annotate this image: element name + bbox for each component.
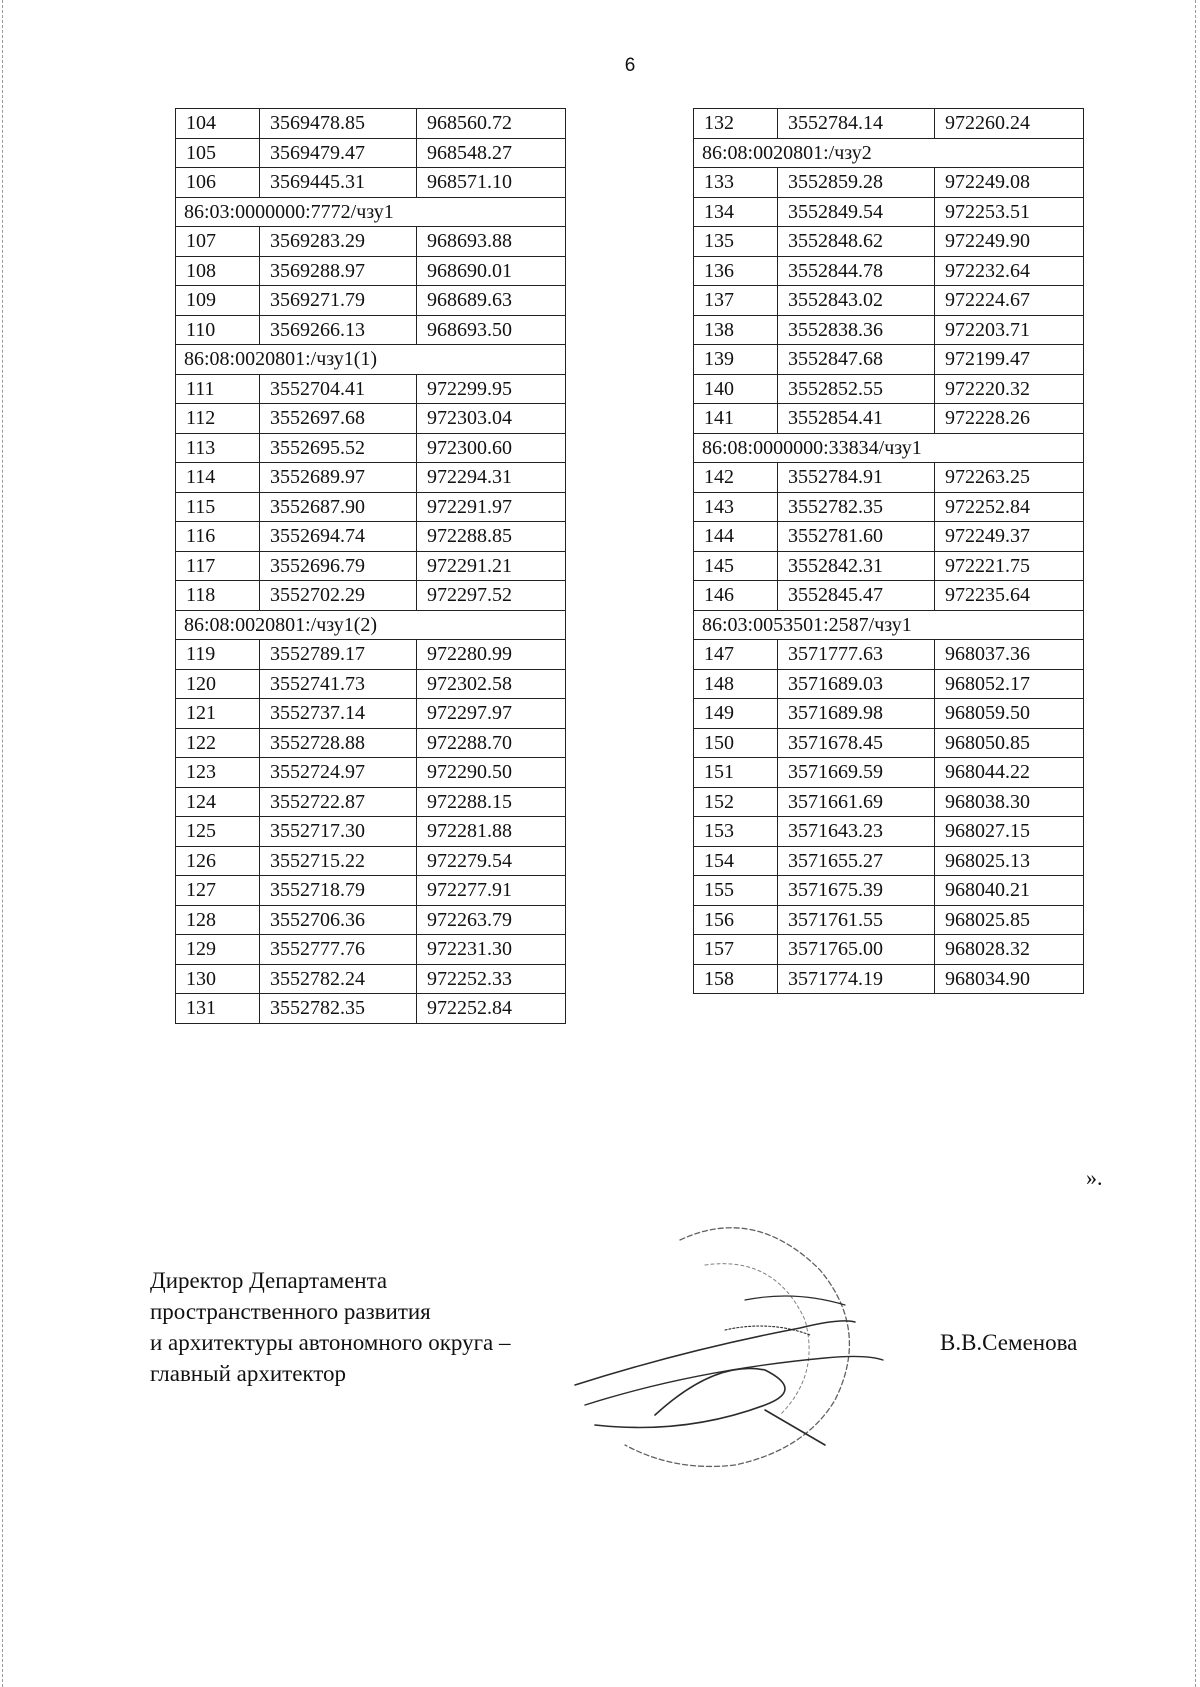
coordinate-row — [694, 669, 1084, 699]
coordinate-y: 968693.50 — [417, 315, 566, 345]
coordinate-x: 3552789.17 — [260, 640, 417, 670]
coordinate-row — [176, 168, 566, 198]
coordinate-x: 3571669.59 — [778, 758, 935, 788]
coordinate-y: 968028.32 — [935, 935, 1084, 965]
coordinate-y: 972228.26 — [935, 404, 1084, 434]
coordinate-row — [694, 964, 1084, 994]
coordinate-x: 3552842.31 — [778, 551, 935, 581]
signatory-title-line: главный архитектор — [150, 1361, 347, 1386]
point-number: 104 — [176, 109, 260, 139]
coordinate-x: 3569283.29 — [260, 227, 417, 257]
point-number: 147 — [694, 640, 778, 670]
coordinate-row — [176, 256, 566, 286]
coordinate-x: 3552702.29 — [260, 581, 417, 611]
coordinate-row — [694, 551, 1084, 581]
coordinate-row — [176, 669, 566, 699]
coordinate-y: 972299.95 — [417, 374, 566, 404]
coordinate-row — [694, 315, 1084, 345]
coordinate-y: 972294.31 — [417, 463, 566, 493]
point-number: 146 — [694, 581, 778, 611]
coordinate-y: 972224.67 — [935, 286, 1084, 316]
coordinate-row — [176, 964, 566, 994]
coordinate-x: 3552687.90 — [260, 492, 417, 522]
coordinate-row — [176, 640, 566, 670]
coordinate-row — [176, 876, 566, 906]
coordinate-y: 968025.13 — [935, 846, 1084, 876]
coordinate-x: 3552694.74 — [260, 522, 417, 552]
coordinate-x: 3571765.00 — [778, 935, 935, 965]
point-number: 152 — [694, 787, 778, 817]
point-number: 132 — [694, 109, 778, 139]
point-number: 120 — [176, 669, 260, 699]
coordinate-y: 972220.32 — [935, 374, 1084, 404]
closing-quote: ». — [1086, 1165, 1103, 1190]
coordinate-x: 3552722.87 — [260, 787, 417, 817]
point-number: 106 — [176, 168, 260, 198]
coordinate-x: 3571655.27 — [778, 846, 935, 876]
coordinate-row — [176, 728, 566, 758]
signatory-title-line: и архитектуры автономного округа – — [150, 1330, 511, 1355]
point-number: 129 — [176, 935, 260, 965]
coordinate-y: 972221.75 — [935, 551, 1084, 581]
coordinate-y: 968050.85 — [935, 728, 1084, 758]
coordinate-row — [176, 404, 566, 434]
coordinate-row — [694, 227, 1084, 257]
coordinate-row — [176, 846, 566, 876]
point-number: 149 — [694, 699, 778, 729]
section-header-row — [694, 610, 1084, 640]
coordinate-row — [694, 905, 1084, 935]
page-number: 6 — [624, 55, 636, 76]
point-number: 155 — [694, 876, 778, 906]
signatory-title-line: Директор Департамента — [150, 1268, 388, 1293]
point-number: 157 — [694, 935, 778, 965]
point-number: 148 — [694, 669, 778, 699]
coordinate-y: 968689.63 — [417, 286, 566, 316]
coordinate-y: 972252.33 — [417, 964, 566, 994]
coordinate-y: 972277.91 — [417, 876, 566, 906]
section-header-row — [694, 433, 1084, 463]
coordinate-y: 968038.30 — [935, 787, 1084, 817]
coordinate-x: 3552784.14 — [778, 109, 935, 139]
point-number: 153 — [694, 817, 778, 847]
stamp-and-signature-icon — [565, 1210, 905, 1480]
point-number: 109 — [176, 286, 260, 316]
coordinate-x: 3552689.97 — [260, 463, 417, 493]
coordinate-row — [176, 374, 566, 404]
point-number: 141 — [694, 404, 778, 434]
coordinate-y: 972300.60 — [417, 433, 566, 463]
coordinate-x: 3552844.78 — [778, 256, 935, 286]
coordinate-y: 972288.70 — [417, 728, 566, 758]
coordinate-x: 3552854.41 — [778, 404, 935, 434]
point-number: 140 — [694, 374, 778, 404]
coordinate-row — [176, 581, 566, 611]
coordinate-row — [694, 876, 1084, 906]
point-number: 117 — [176, 551, 260, 581]
coordinate-x: 3552852.55 — [778, 374, 935, 404]
coordinate-y: 972291.21 — [417, 551, 566, 581]
point-number: 158 — [694, 964, 778, 994]
signatory-title-line: пространственного развития — [150, 1299, 431, 1324]
scan-right-edge — [1192, 0, 1196, 1687]
coordinate-row — [176, 138, 566, 168]
coordinate-row — [176, 758, 566, 788]
coordinate-x: 3571774.19 — [778, 964, 935, 994]
coordinate-x: 3552782.35 — [778, 492, 935, 522]
coordinate-y: 968025.85 — [935, 905, 1084, 935]
point-number: 135 — [694, 227, 778, 257]
section-header-row — [694, 138, 1084, 168]
point-number: 124 — [176, 787, 260, 817]
coordinate-y: 968052.17 — [935, 669, 1084, 699]
coordinate-row — [694, 404, 1084, 434]
coordinate-x: 3571761.55 — [778, 905, 935, 935]
coordinate-x: 3552781.60 — [778, 522, 935, 552]
coordinate-row — [694, 581, 1084, 611]
section-cadastral-number: 86:03:0053501:2587/чзу1 — [694, 610, 1084, 640]
coordinate-y: 972297.97 — [417, 699, 566, 729]
point-number: 142 — [694, 463, 778, 493]
coordinate-x: 3571643.23 — [778, 817, 935, 847]
section-cadastral-number: 86:08:0020801:/чзу1(2) — [176, 610, 566, 640]
coordinate-row — [176, 994, 566, 1024]
point-number: 114 — [176, 463, 260, 493]
coordinate-row — [176, 227, 566, 257]
coordinate-x: 3571689.03 — [778, 669, 935, 699]
coordinate-y: 968027.15 — [935, 817, 1084, 847]
coordinate-y: 972252.84 — [417, 994, 566, 1024]
coordinate-x: 3552843.02 — [778, 286, 935, 316]
point-number: 133 — [694, 168, 778, 198]
coordinate-x: 3571689.98 — [778, 699, 935, 729]
point-number: 138 — [694, 315, 778, 345]
point-number: 121 — [176, 699, 260, 729]
coordinate-row — [694, 492, 1084, 522]
section-cadastral-number: 86:08:0020801:/чзу1(1) — [176, 345, 566, 375]
coordinate-x: 3552728.88 — [260, 728, 417, 758]
coordinate-x: 3552706.36 — [260, 905, 417, 935]
coordinate-x: 3552859.28 — [778, 168, 935, 198]
point-number: 113 — [176, 433, 260, 463]
coordinate-x: 3571777.63 — [778, 640, 935, 670]
coordinate-row — [694, 463, 1084, 493]
coordinate-x: 3552782.24 — [260, 964, 417, 994]
coordinate-x: 3569271.79 — [260, 286, 417, 316]
coordinate-x: 3552741.73 — [260, 669, 417, 699]
point-number: 111 — [176, 374, 260, 404]
coordinate-row — [694, 168, 1084, 198]
coordinate-row — [694, 197, 1084, 227]
coordinate-x: 3571661.69 — [778, 787, 935, 817]
coordinate-x: 3571678.45 — [778, 728, 935, 758]
coordinate-y: 972260.24 — [935, 109, 1084, 139]
signatory-name: В.В.Семенова — [940, 1330, 1078, 1355]
coordinate-row — [694, 846, 1084, 876]
coordinate-y: 972263.79 — [417, 905, 566, 935]
coordinate-y: 968548.27 — [417, 138, 566, 168]
coordinate-row — [694, 699, 1084, 729]
point-number: 156 — [694, 905, 778, 935]
coordinate-y: 968040.21 — [935, 876, 1084, 906]
coordinate-y: 968034.90 — [935, 964, 1084, 994]
coordinate-row — [694, 286, 1084, 316]
signatory-title — [150, 1265, 511, 1389]
point-number: 137 — [694, 286, 778, 316]
coordinate-y: 968690.01 — [417, 256, 566, 286]
point-number: 128 — [176, 905, 260, 935]
point-number: 107 — [176, 227, 260, 257]
coordinate-y: 972252.84 — [935, 492, 1084, 522]
coordinate-y: 968059.50 — [935, 699, 1084, 729]
coordinate-x: 3552784.91 — [778, 463, 935, 493]
coordinate-y: 972253.51 — [935, 197, 1084, 227]
coordinate-x: 3552777.76 — [260, 935, 417, 965]
point-number: 108 — [176, 256, 260, 286]
coordinate-y: 972249.90 — [935, 227, 1084, 257]
coordinate-y: 972203.71 — [935, 315, 1084, 345]
coordinate-x: 3569445.31 — [260, 168, 417, 198]
coordinate-y: 968044.22 — [935, 758, 1084, 788]
point-number: 150 — [694, 728, 778, 758]
point-number: 105 — [176, 138, 260, 168]
coordinate-row — [176, 817, 566, 847]
point-number: 143 — [694, 492, 778, 522]
coordinate-row — [176, 522, 566, 552]
coordinate-y: 972281.88 — [417, 817, 566, 847]
point-number: 131 — [176, 994, 260, 1024]
point-number: 130 — [176, 964, 260, 994]
coordinates-table-left — [175, 108, 566, 1024]
coordinate-y: 972199.47 — [935, 345, 1084, 375]
coordinate-row — [176, 905, 566, 935]
coordinate-row — [176, 551, 566, 581]
section-cadastral-number: 86:08:0020801:/чзу2 — [694, 138, 1084, 168]
coordinate-y: 972302.58 — [417, 669, 566, 699]
coordinate-y: 972288.15 — [417, 787, 566, 817]
coordinate-y: 972291.97 — [417, 492, 566, 522]
coordinate-row — [176, 463, 566, 493]
coordinate-x: 3552782.35 — [260, 994, 417, 1024]
coordinate-x: 3569288.97 — [260, 256, 417, 286]
coordinate-row — [694, 640, 1084, 670]
coordinate-x: 3552695.52 — [260, 433, 417, 463]
coordinate-y: 968571.10 — [417, 168, 566, 198]
point-number: 115 — [176, 492, 260, 522]
point-number: 119 — [176, 640, 260, 670]
coordinate-row — [694, 787, 1084, 817]
coordinate-x: 3552847.68 — [778, 345, 935, 375]
coordinates-table-right — [693, 108, 1084, 994]
point-number: 139 — [694, 345, 778, 375]
coordinate-row — [694, 935, 1084, 965]
coordinate-y: 972288.85 — [417, 522, 566, 552]
section-header-row — [176, 610, 566, 640]
point-number: 123 — [176, 758, 260, 788]
coordinate-row — [176, 787, 566, 817]
coordinate-y: 972290.50 — [417, 758, 566, 788]
section-header-row — [176, 345, 566, 375]
point-number: 145 — [694, 551, 778, 581]
point-number: 126 — [176, 846, 260, 876]
coordinate-x: 3552696.79 — [260, 551, 417, 581]
point-number: 110 — [176, 315, 260, 345]
coordinate-y: 972263.25 — [935, 463, 1084, 493]
coordinate-row — [176, 109, 566, 139]
coordinate-x: 3552715.22 — [260, 846, 417, 876]
point-number: 151 — [694, 758, 778, 788]
point-number: 127 — [176, 876, 260, 906]
coordinate-y: 972235.64 — [935, 581, 1084, 611]
section-header-row — [176, 197, 566, 227]
coordinate-row — [176, 286, 566, 316]
coordinate-row — [176, 935, 566, 965]
point-number: 122 — [176, 728, 260, 758]
scan-left-edge — [2, 0, 6, 1687]
section-cadastral-number: 86:03:0000000:7772/чзу1 — [176, 197, 566, 227]
point-number: 134 — [694, 197, 778, 227]
point-number: 154 — [694, 846, 778, 876]
coordinate-x: 3552717.30 — [260, 817, 417, 847]
coordinate-y: 968037.36 — [935, 640, 1084, 670]
coordinate-y: 968693.88 — [417, 227, 566, 257]
coordinate-y: 972231.30 — [417, 935, 566, 965]
point-number: 118 — [176, 581, 260, 611]
coordinate-row — [694, 728, 1084, 758]
coordinate-x: 3571675.39 — [778, 876, 935, 906]
coordinate-y: 972303.04 — [417, 404, 566, 434]
coordinate-row — [176, 433, 566, 463]
coordinate-row — [694, 374, 1084, 404]
coordinate-x: 3552737.14 — [260, 699, 417, 729]
section-cadastral-number: 86:08:0000000:33834/чзу1 — [694, 433, 1084, 463]
coordinate-x: 3552838.36 — [778, 315, 935, 345]
coordinate-y: 972249.08 — [935, 168, 1084, 198]
coordinate-y: 972280.99 — [417, 640, 566, 670]
coordinate-row — [176, 699, 566, 729]
coordinate-row — [176, 315, 566, 345]
coordinate-row — [694, 522, 1084, 552]
coordinate-x: 3569478.85 — [260, 109, 417, 139]
coordinate-x: 3569266.13 — [260, 315, 417, 345]
coordinate-x: 3552718.79 — [260, 876, 417, 906]
coordinate-y: 972297.52 — [417, 581, 566, 611]
point-number: 125 — [176, 817, 260, 847]
point-number: 136 — [694, 256, 778, 286]
coordinate-row — [694, 345, 1084, 375]
coordinate-y: 968560.72 — [417, 109, 566, 139]
coordinate-x: 3569479.47 — [260, 138, 417, 168]
coordinate-x: 3552704.41 — [260, 374, 417, 404]
coordinate-row — [694, 758, 1084, 788]
coordinate-row — [694, 109, 1084, 139]
coordinate-y: 972232.64 — [935, 256, 1084, 286]
point-number: 112 — [176, 404, 260, 434]
coordinate-y: 972279.54 — [417, 846, 566, 876]
coordinate-x: 3552848.62 — [778, 227, 935, 257]
point-number: 116 — [176, 522, 260, 552]
coordinate-row — [694, 256, 1084, 286]
coordinate-x: 3552724.97 — [260, 758, 417, 788]
coordinate-x: 3552845.47 — [778, 581, 935, 611]
coordinate-row — [694, 817, 1084, 847]
coordinate-x: 3552697.68 — [260, 404, 417, 434]
coordinate-row — [176, 492, 566, 522]
coordinate-x: 3552849.54 — [778, 197, 935, 227]
point-number: 144 — [694, 522, 778, 552]
coordinate-y: 972249.37 — [935, 522, 1084, 552]
